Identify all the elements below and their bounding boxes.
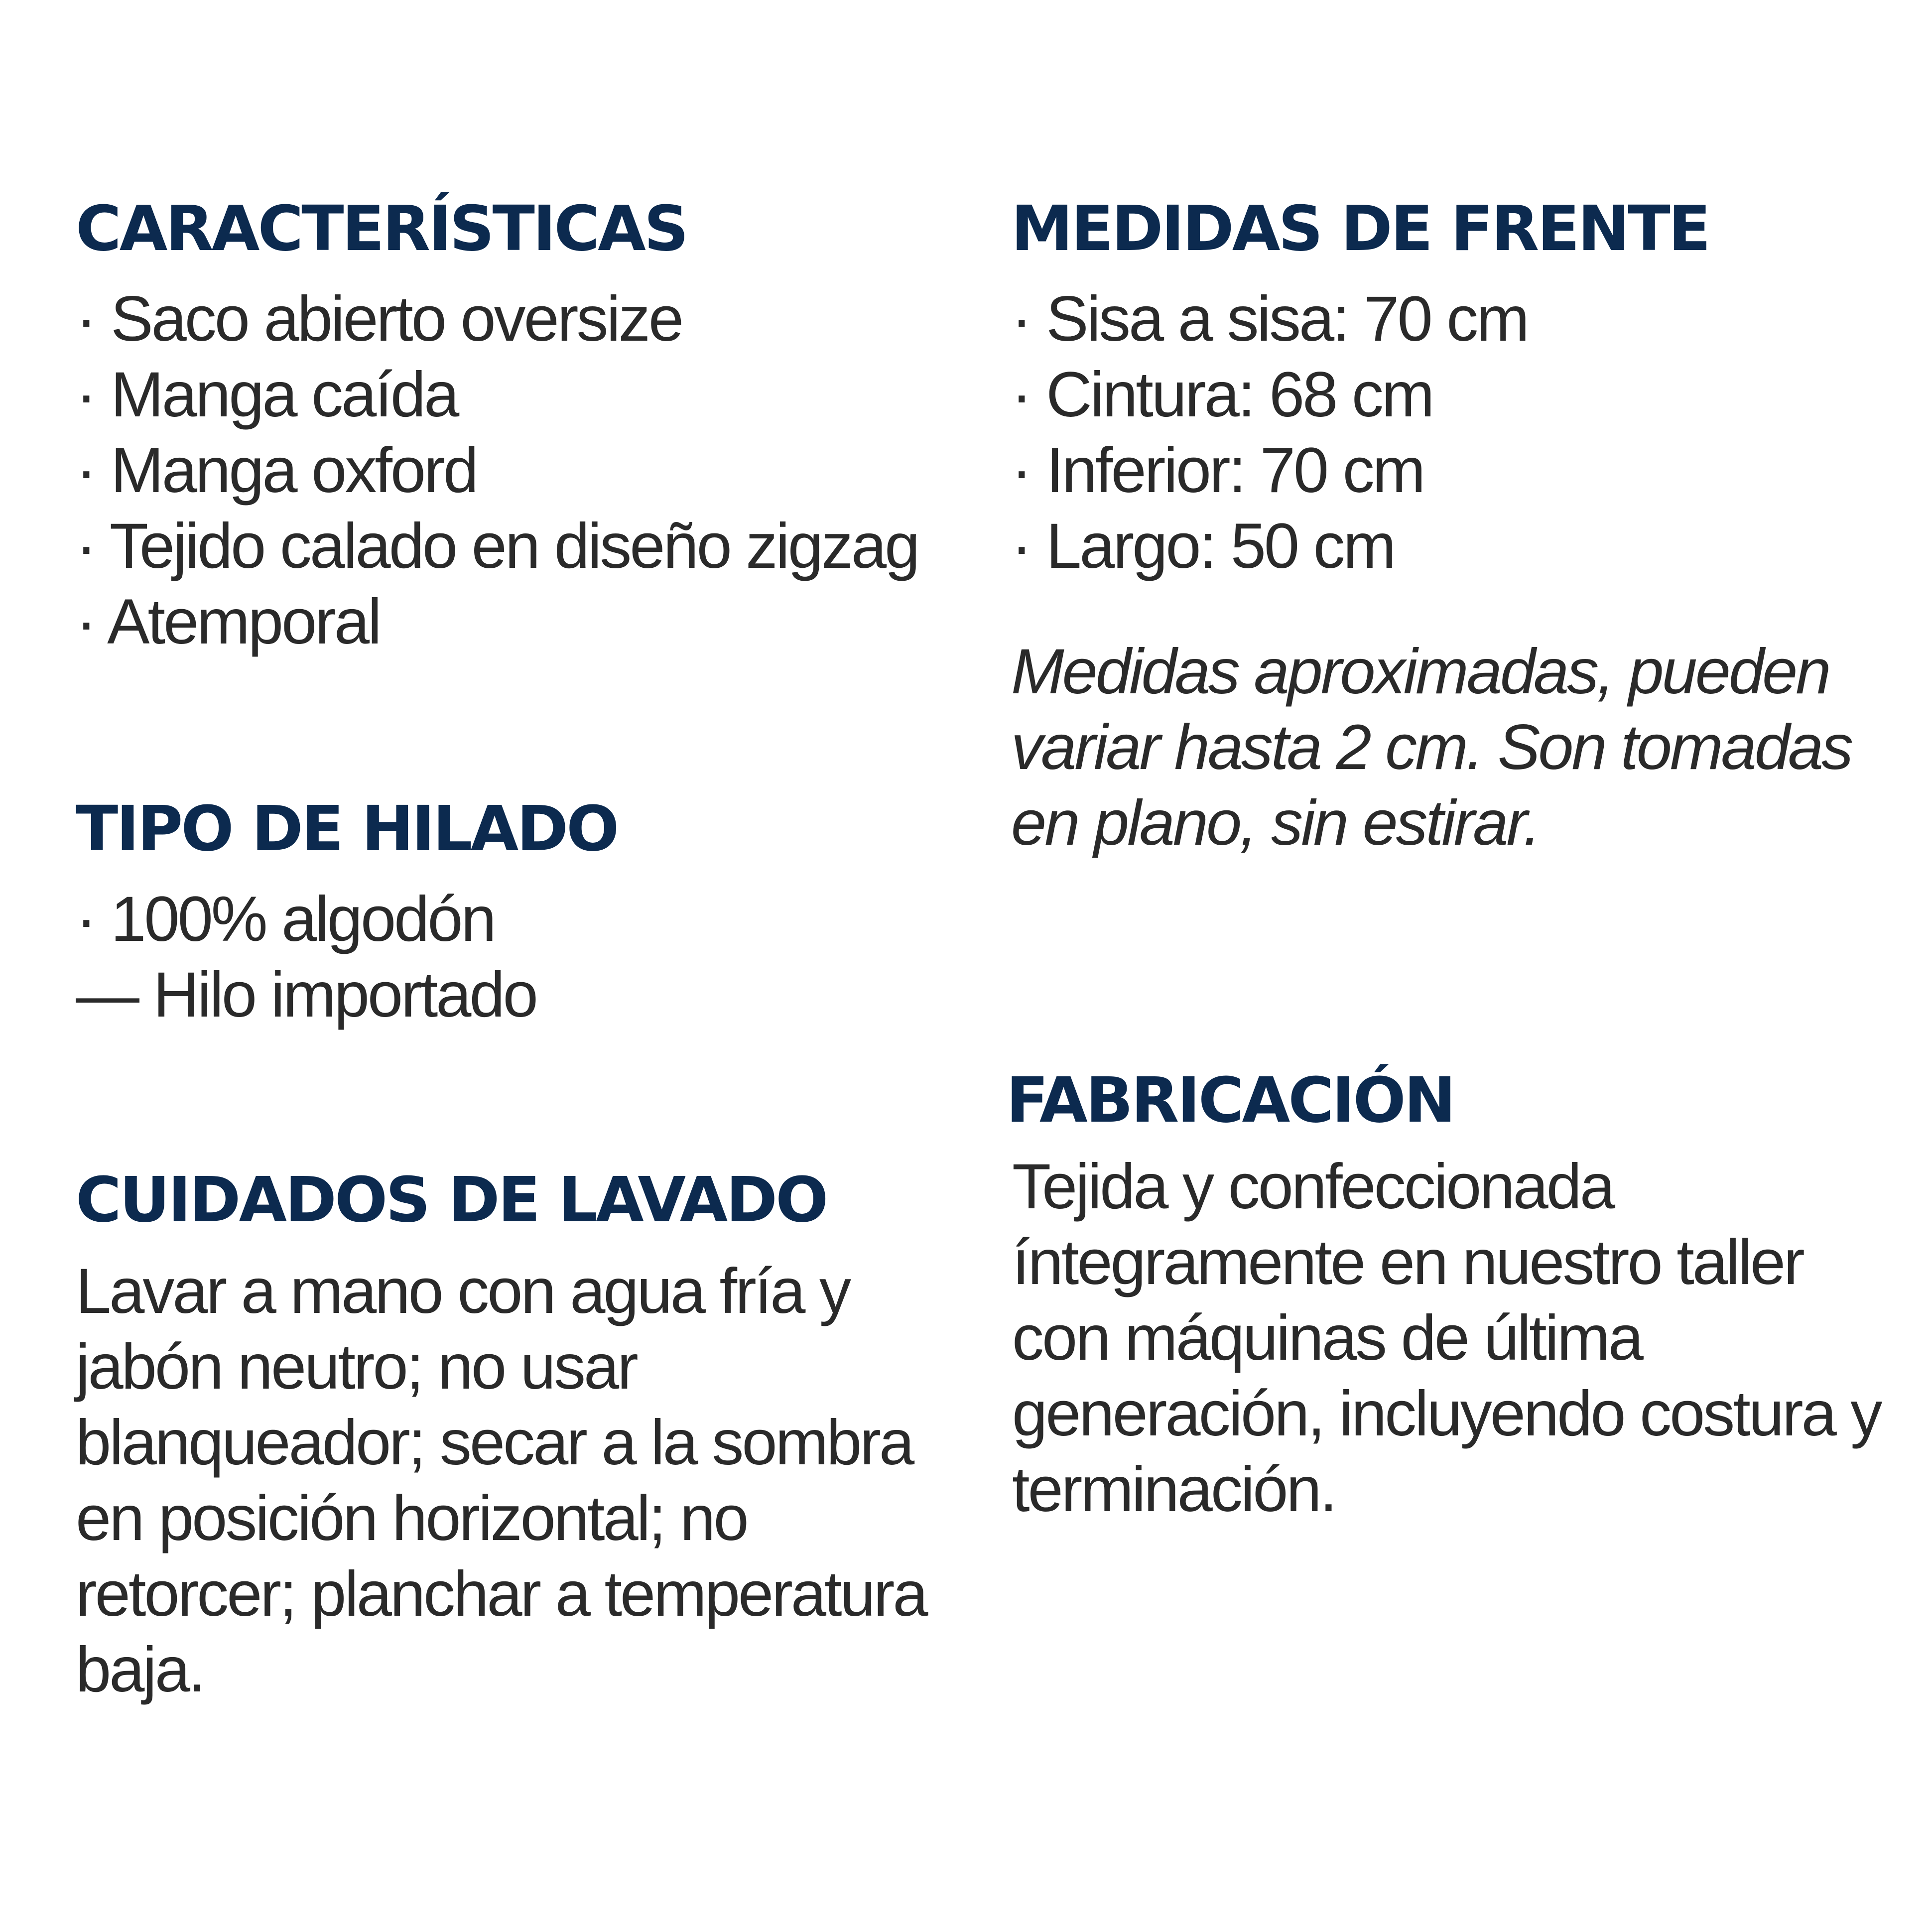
- medidas-list: [1011, 281, 1903, 584]
- list-item: · 100% algodón: [76, 884, 495, 955]
- list-item: · Cintura: 68 cm: [1011, 359, 1433, 430]
- list-item: · Tejido calado en diseño zigzag: [76, 511, 918, 582]
- list-item: · Manga caída: [76, 359, 458, 430]
- cuidados-de-lavado-heading: CUIDADOS DE LAVADO: [76, 1164, 827, 1236]
- fabricacion-text: Tejida y confeccionada íntegramente en nuestro taller con máquinas de última generación, incluyendo costura y terminación.: [1012, 1151, 1881, 1525]
- fabricacion-section: [1006, 1063, 1898, 1528]
- caracteristicas-heading: CARACTERÍSTICAS: [76, 193, 687, 265]
- list-item: — Hilo importado: [76, 959, 536, 1030]
- list-item: · Sisa a sisa: 70 cm: [1011, 283, 1528, 355]
- medidas-note: Medidas aproximadas, pueden variar hasta 2 cm. Son tomadas en plano, sin estirar.: [1011, 636, 1852, 859]
- tipo-de-hilado-list: [76, 882, 617, 1033]
- medidas-de-frente-section: [1011, 192, 1903, 861]
- tipo-de-hilado-section: [76, 792, 617, 1033]
- list-item: · Manga oxford: [76, 435, 477, 506]
- cuidados-de-lavado-text: Lavar a mano con agua fría y jabón neutro; no usar blanqueador; secar a la sombra en posición horizontal; no retorcer; planchar a temperatura baja.: [76, 1256, 926, 1705]
- tipo-de-hilado-heading: TIPO DE HILADO: [76, 793, 618, 865]
- fabricacion-heading: FABRICACIÓN: [1006, 1064, 1454, 1137]
- medidas-de-frente-heading: MEDIDAS DE FRENTE: [1011, 193, 1709, 265]
- list-item: · Largo: 50 cm: [1011, 511, 1395, 582]
- list-item: · Atemporal: [76, 586, 380, 657]
- cuidados-de-lavado-section: [76, 1163, 952, 1708]
- caracteristicas-list: [76, 281, 918, 660]
- list-item: · Inferior: 70 cm: [1011, 435, 1424, 506]
- caracteristicas-section: [76, 192, 918, 660]
- list-item: · Saco abierto oversize: [76, 283, 682, 355]
